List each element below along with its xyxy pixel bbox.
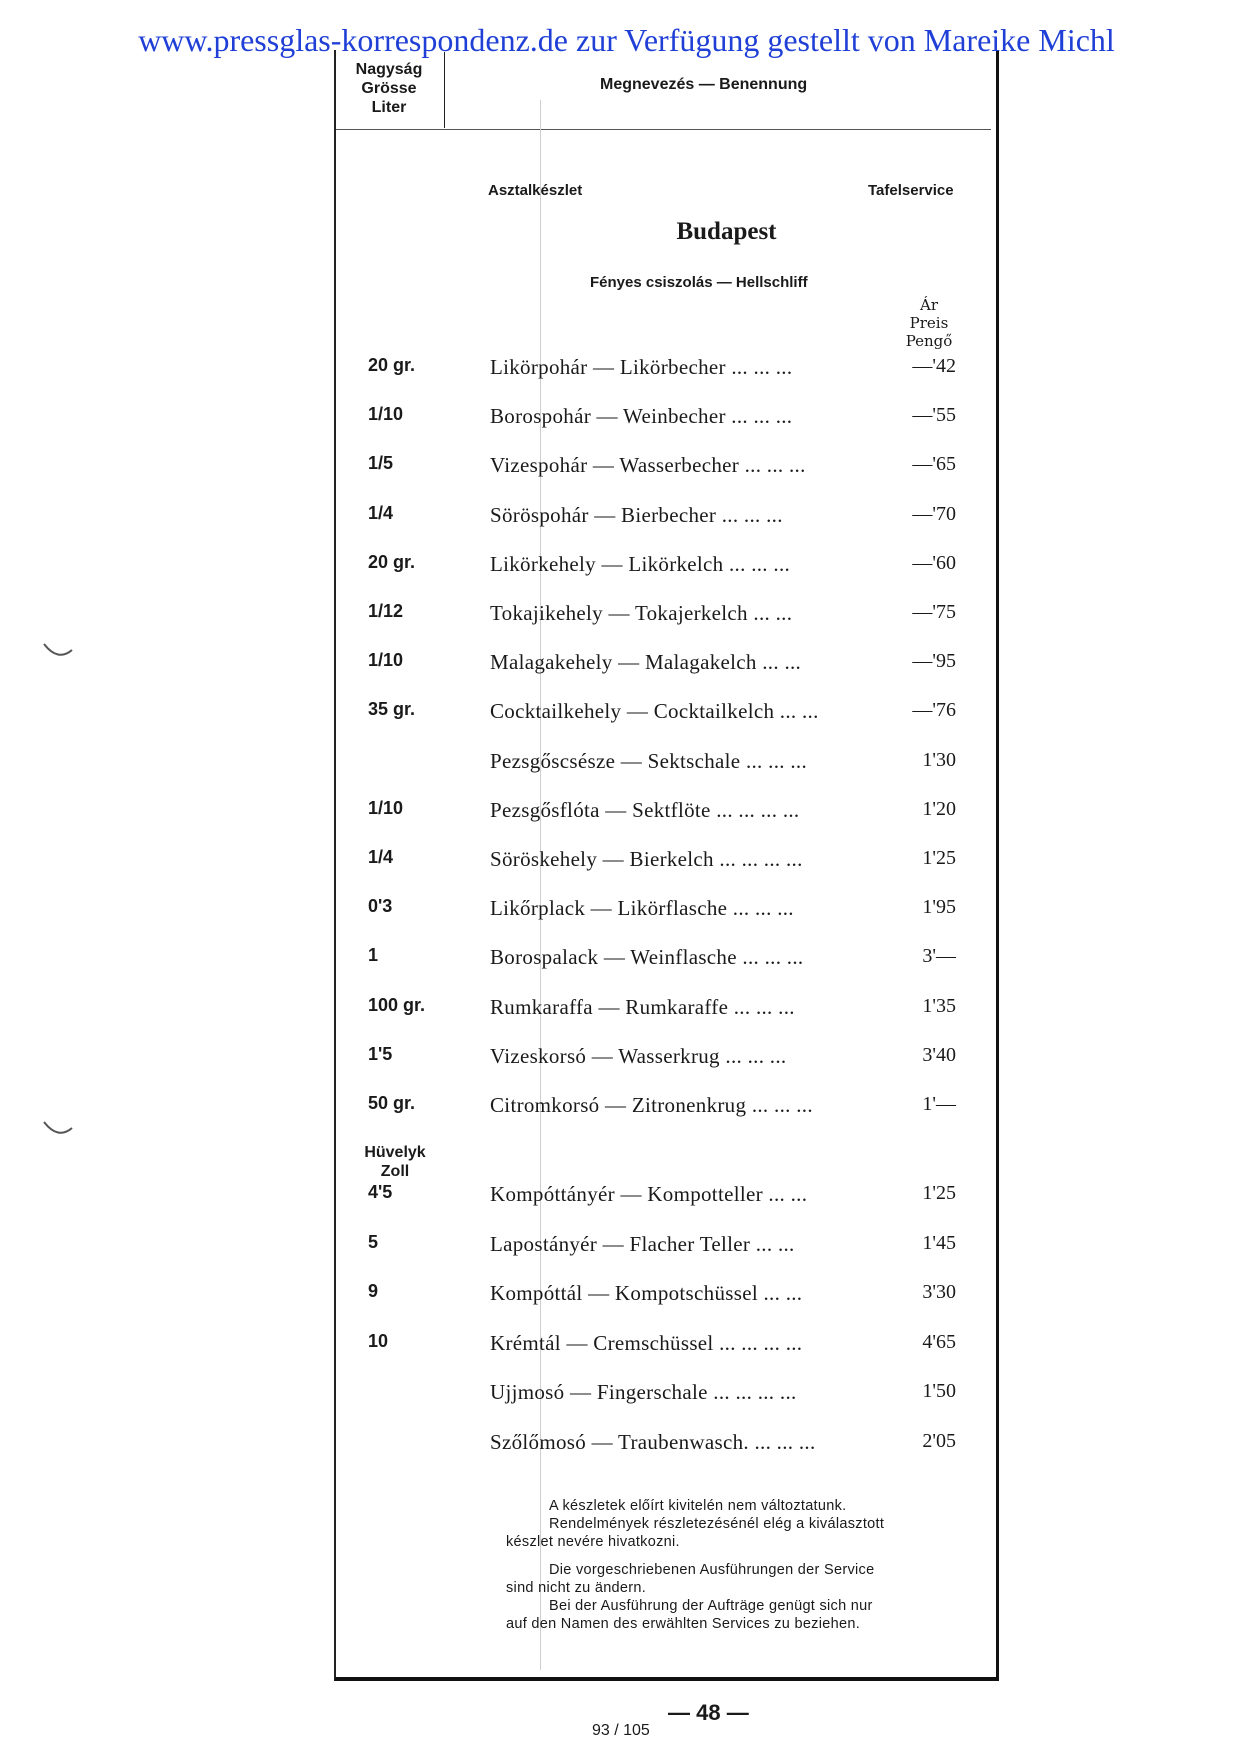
note-hu-line: készlet nevére hivatkozni. bbox=[506, 1534, 680, 1550]
item-name: Szőlőmosó — Traubenwasch. ... ... ... bbox=[490, 1430, 816, 1454]
item-price: 3'30 bbox=[922, 1281, 956, 1304]
item-name: Borospohár — Weinbecher ... ... ... bbox=[490, 404, 793, 429]
item-row bbox=[0, 995, 1253, 1025]
item-size: 4'5 bbox=[368, 1182, 393, 1202]
item-row bbox=[0, 847, 1253, 877]
item-size: 5 bbox=[368, 1231, 379, 1252]
item-name: Tokajikehely — Tokajerkelch ... ... bbox=[490, 601, 793, 625]
note-hu bbox=[506, 1497, 986, 1551]
punch-hole-stroke bbox=[44, 644, 72, 655]
size-header-de: Grösse bbox=[361, 80, 417, 97]
item-name: Söröspohár — Bierbecher ... ... ... bbox=[490, 502, 783, 527]
item-size: 1 bbox=[368, 945, 379, 966]
item-name: Likörkehely — Likörkelch ... ... ... bbox=[490, 551, 791, 576]
item-name: Vizespohár — Wasserbecher ... ... ... bbox=[490, 453, 806, 478]
item-size: 9 bbox=[368, 1281, 379, 1302]
name-column-header: Megnevezés — Benennung bbox=[600, 76, 808, 93]
item-price: —'76 bbox=[912, 699, 956, 722]
item-size: 1'5 bbox=[368, 1043, 393, 1064]
item-size: 1/5 bbox=[368, 453, 394, 474]
item-name: Kompóttányér — Kompotteller ... ... bbox=[490, 1182, 808, 1206]
item-name: Ujjmosó — Fingerschale ... ... ... ... bbox=[490, 1380, 797, 1405]
item-name: Kompóttál — Kompotschüssel ... ... bbox=[490, 1281, 803, 1306]
size-header-unit: Liter bbox=[371, 99, 407, 116]
note-de-line: Bei der Ausführung der Aufträge genügt sich nur bbox=[549, 1598, 873, 1614]
header-rule bbox=[336, 129, 991, 130]
item-name: Citromkorsó — Zitronenkrug ... ... ... bbox=[490, 1093, 813, 1117]
item-row bbox=[0, 749, 1253, 779]
item-price: 1'45 bbox=[922, 1231, 956, 1254]
punch-hole-stroke bbox=[44, 1122, 72, 1133]
item-size: 1/12 bbox=[368, 601, 404, 621]
item-price: —'70 bbox=[912, 502, 956, 525]
note-de-line: sind nicht zu ändern. bbox=[506, 1580, 647, 1596]
item-price: —'75 bbox=[912, 601, 956, 623]
item-price: 3'— bbox=[922, 945, 956, 968]
item-price: —'65 bbox=[912, 453, 956, 476]
item-row bbox=[0, 1430, 1253, 1460]
item-name: Borospalack — Weinflasche ... ... ... bbox=[490, 945, 804, 970]
note-hu-line: A készletek előírt kivitelén nem változtatunk. bbox=[549, 1498, 847, 1514]
size-header-hu: Nagyság bbox=[355, 61, 423, 78]
item-size: 1/4 bbox=[368, 847, 394, 867]
item-price: —'95 bbox=[912, 650, 956, 673]
item-size: 20 gr. bbox=[368, 355, 416, 375]
item-price: 1'25 bbox=[922, 1182, 956, 1204]
service-title bbox=[0, 218, 1253, 246]
price-header-hu: Ár bbox=[919, 296, 938, 314]
price-header-de: Preis bbox=[909, 314, 949, 332]
item-price: —'42 bbox=[912, 355, 956, 377]
finish-label: Fényes csiszolás — Hellschliff bbox=[590, 274, 808, 291]
item-row bbox=[0, 1331, 1253, 1361]
item-price: 2'05 bbox=[922, 1430, 956, 1452]
item-name: Rumkaraffa — Rumkaraffe ... ... ... bbox=[490, 994, 795, 1019]
item-name: Cocktailkehely — Cocktailkelch ... ... bbox=[490, 699, 819, 724]
service-name: Budapest bbox=[676, 218, 777, 245]
punch-hole-mark bbox=[40, 1118, 76, 1142]
item-size: 50 gr. bbox=[368, 1093, 416, 1113]
item-size: 20 gr. bbox=[368, 551, 416, 572]
item-size: 1/10 bbox=[368, 797, 404, 818]
item-row bbox=[0, 1380, 1253, 1410]
header-divider bbox=[444, 52, 445, 128]
item-row bbox=[0, 699, 1253, 729]
viewer-page-indicator: 93 / 105 bbox=[592, 1722, 650, 1739]
category-de: Tafelservice bbox=[868, 182, 954, 199]
item-name: Krémtál — Cremschüssel ... ... ... ... bbox=[490, 1330, 803, 1355]
item-price: 4'65 bbox=[922, 1330, 956, 1353]
item-row bbox=[0, 1044, 1253, 1074]
item-row bbox=[0, 1093, 1253, 1123]
page-number: — 48 — bbox=[668, 1700, 749, 1725]
inch-header-hu: Hüvelyk bbox=[364, 1144, 426, 1161]
item-price: 1'35 bbox=[922, 994, 956, 1017]
item-row bbox=[0, 798, 1253, 828]
item-row bbox=[0, 1281, 1253, 1311]
punch-hole-mark bbox=[40, 640, 76, 664]
item-name: Pezsgőscsésze — Sektschale ... ... ... bbox=[490, 748, 807, 773]
item-name: Lapostányér — Flacher Teller ... ... bbox=[490, 1231, 795, 1256]
item-size: 1/4 bbox=[368, 502, 394, 523]
item-row bbox=[0, 945, 1253, 975]
item-row bbox=[0, 650, 1253, 680]
inch-column-header bbox=[360, 1143, 430, 1181]
note-de-line: auf den Namen des erwählten Services zu beziehen. bbox=[506, 1616, 861, 1632]
item-price: 1'25 bbox=[922, 847, 956, 869]
note-hu-line: Rendelmények részletezésénél elég a kiválasztott bbox=[549, 1516, 885, 1532]
item-price: —'60 bbox=[912, 551, 956, 574]
item-name: Likörpohár — Likörbecher ... ... ... bbox=[490, 355, 793, 379]
item-size: 0'3 bbox=[368, 896, 393, 917]
item-row bbox=[0, 453, 1253, 483]
item-row bbox=[0, 1232, 1253, 1262]
item-row bbox=[0, 896, 1253, 926]
item-name: Söröskehely — Bierkelch ... ... ... ... bbox=[490, 847, 803, 871]
watermark-text: www.pressglas-korrespondenz.de zur Verfügung gestellt von Mareike Michl bbox=[138, 22, 1115, 58]
item-size: 1/10 bbox=[368, 404, 404, 425]
price-column-header bbox=[894, 296, 964, 350]
size-column-header bbox=[334, 60, 444, 117]
item-row bbox=[0, 503, 1253, 533]
item-size: 100 gr. bbox=[368, 994, 426, 1015]
item-name: Pezsgősflóta — Sektflöte ... ... ... ... bbox=[490, 797, 800, 822]
item-row bbox=[0, 1182, 1253, 1212]
item-row bbox=[0, 404, 1253, 434]
item-row bbox=[0, 601, 1253, 631]
item-price: 1'95 bbox=[922, 896, 956, 919]
inch-header-de: Zoll bbox=[380, 1163, 410, 1180]
note-de-line: Die vorgeschriebenen Ausführungen der Service bbox=[549, 1562, 875, 1578]
item-price: —'55 bbox=[912, 404, 956, 427]
item-price: 1'— bbox=[922, 1093, 956, 1115]
item-row bbox=[0, 552, 1253, 582]
category-hu: Asztalkészlet bbox=[488, 182, 583, 199]
item-size: 35 gr. bbox=[368, 699, 416, 720]
item-price: 1'30 bbox=[922, 748, 956, 771]
item-price: 3'40 bbox=[922, 1043, 956, 1066]
item-row bbox=[0, 355, 1253, 385]
price-header-currency: Pengő bbox=[905, 332, 953, 350]
note-de bbox=[506, 1561, 986, 1633]
item-price: 1'20 bbox=[922, 797, 956, 820]
item-name: Likőrplack — Likörflasche ... ... ... bbox=[490, 896, 794, 921]
item-size: 10 bbox=[368, 1330, 389, 1351]
item-price: 1'50 bbox=[922, 1380, 956, 1403]
item-size: 1/10 bbox=[368, 650, 404, 671]
item-name: Vizeskorsó — Wasserkrug ... ... ... bbox=[490, 1043, 787, 1068]
item-name: Malagakehely — Malagakelch ... ... bbox=[490, 650, 802, 675]
